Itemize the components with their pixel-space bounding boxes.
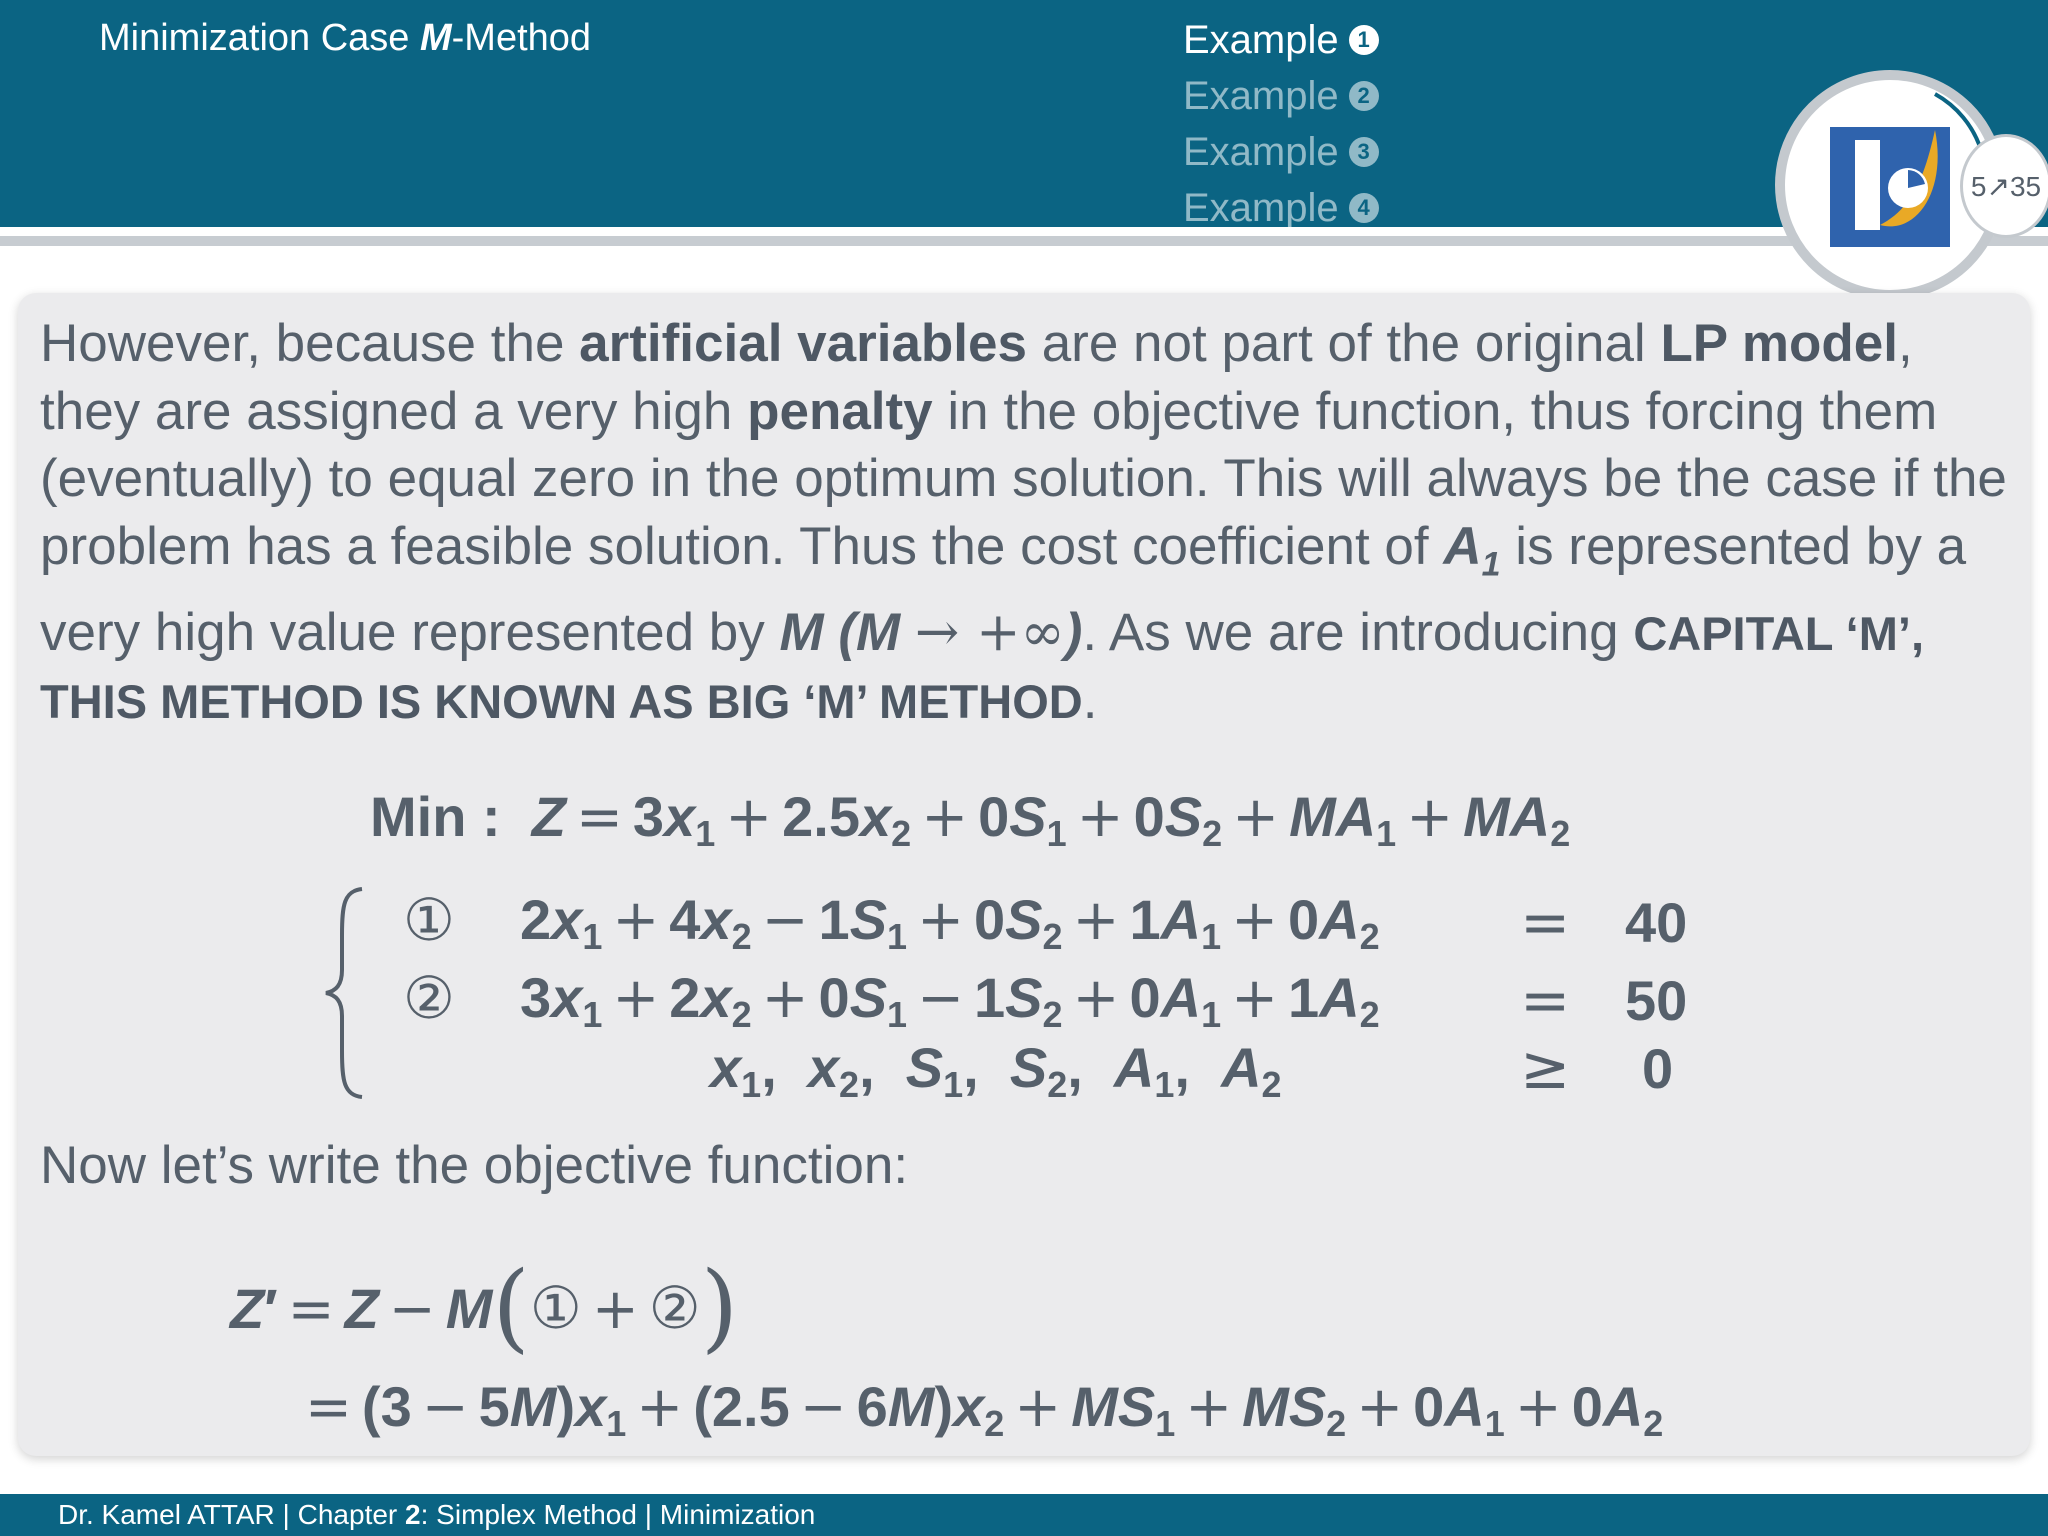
constraint-1: ①: [403, 886, 455, 954]
constraint-2: ②: [403, 964, 455, 1032]
footer-text: Dr. Kamel ATTAR | Chapter 2: Simplex Method | Minimization: [58, 1499, 816, 1530]
math-a1: $A_1$: [1443, 516, 1501, 584]
rhs-3: 0: [1642, 1037, 1674, 1100]
number-badge-icon: 3: [1349, 137, 1379, 167]
math-m-limit: M (M → +∞): [779, 601, 1083, 663]
header-divider: [0, 236, 2048, 246]
system-brace-icon: [322, 885, 372, 1100]
explanation-paragraph: However, because the artificial variables are not part of the original LP model, they are assigned a very high penalty in the objective function, thus forcing them (eventually) to equal zero in the optimum solution. This will always be the case if the problem has a feasible solution. Thus the cost coefficient of $A_1$ is represented by a very high value represented by M (M → +∞). As we are introducing CAPITAL ‘M’, THIS METHOD IS KNOWN AS BIG ‘M’ METHOD.: [40, 314, 2007, 731]
objective-function: Min : $Z = 3x_1 + 2.5x_2 + 0S_1 + 0S_2 + MA_1 + MA_2$: [370, 785, 1571, 854]
relation-3: ≥: [1520, 1033, 1571, 1103]
nav-example-2[interactable]: Example 2: [1183, 68, 1379, 124]
rhs-2: 50: [1625, 969, 1688, 1032]
nav-example-4[interactable]: Example 4: [1183, 180, 1379, 236]
z-prime-definition: Z′ = Z − M(① + ②): [230, 1251, 739, 1363]
example-nav: [1183, 12, 1379, 236]
constraint-2-expression: $3x_1 + 2x_2 + 0S_1 - 1S_2 + 0A_1 + 1A_2$: [520, 966, 1380, 1035]
footer-bar: [0, 1494, 2048, 1536]
rhs-1: 40: [1625, 891, 1688, 954]
page-indicator: 5↗35: [1960, 134, 2048, 238]
section-title: Minimization Case M-Method: [99, 17, 592, 59]
relation-2: =: [1520, 966, 1571, 1036]
relation-1: =: [1520, 888, 1571, 958]
number-badge-icon: 4: [1349, 193, 1379, 223]
nav-example-1[interactable]: Example 1: [1183, 12, 1379, 68]
z-prime-expansion: = $(3 - 5M)x_1 + (2.5 - 6M)x_2 + MS_1 + MS_2 + 0A_1 + 0A_2$: [305, 1375, 1664, 1444]
objective-intro-text: Now let’s write the objective function:: [40, 1136, 909, 1195]
number-badge-icon: 1: [1349, 25, 1379, 55]
number-badge-icon: 2: [1349, 81, 1379, 111]
nav-example-3[interactable]: Example 3: [1183, 124, 1379, 180]
nonnegativity-constraint: $x_1$, $x_2$, $S_1$, $S_2$, $A_1$, $A_2$: [710, 1036, 1282, 1105]
constraint-1-expression: $2x_1 + 4x_2 - 1S_1 + 0S_2 + 1A_1 + 0A_2$: [520, 888, 1380, 957]
